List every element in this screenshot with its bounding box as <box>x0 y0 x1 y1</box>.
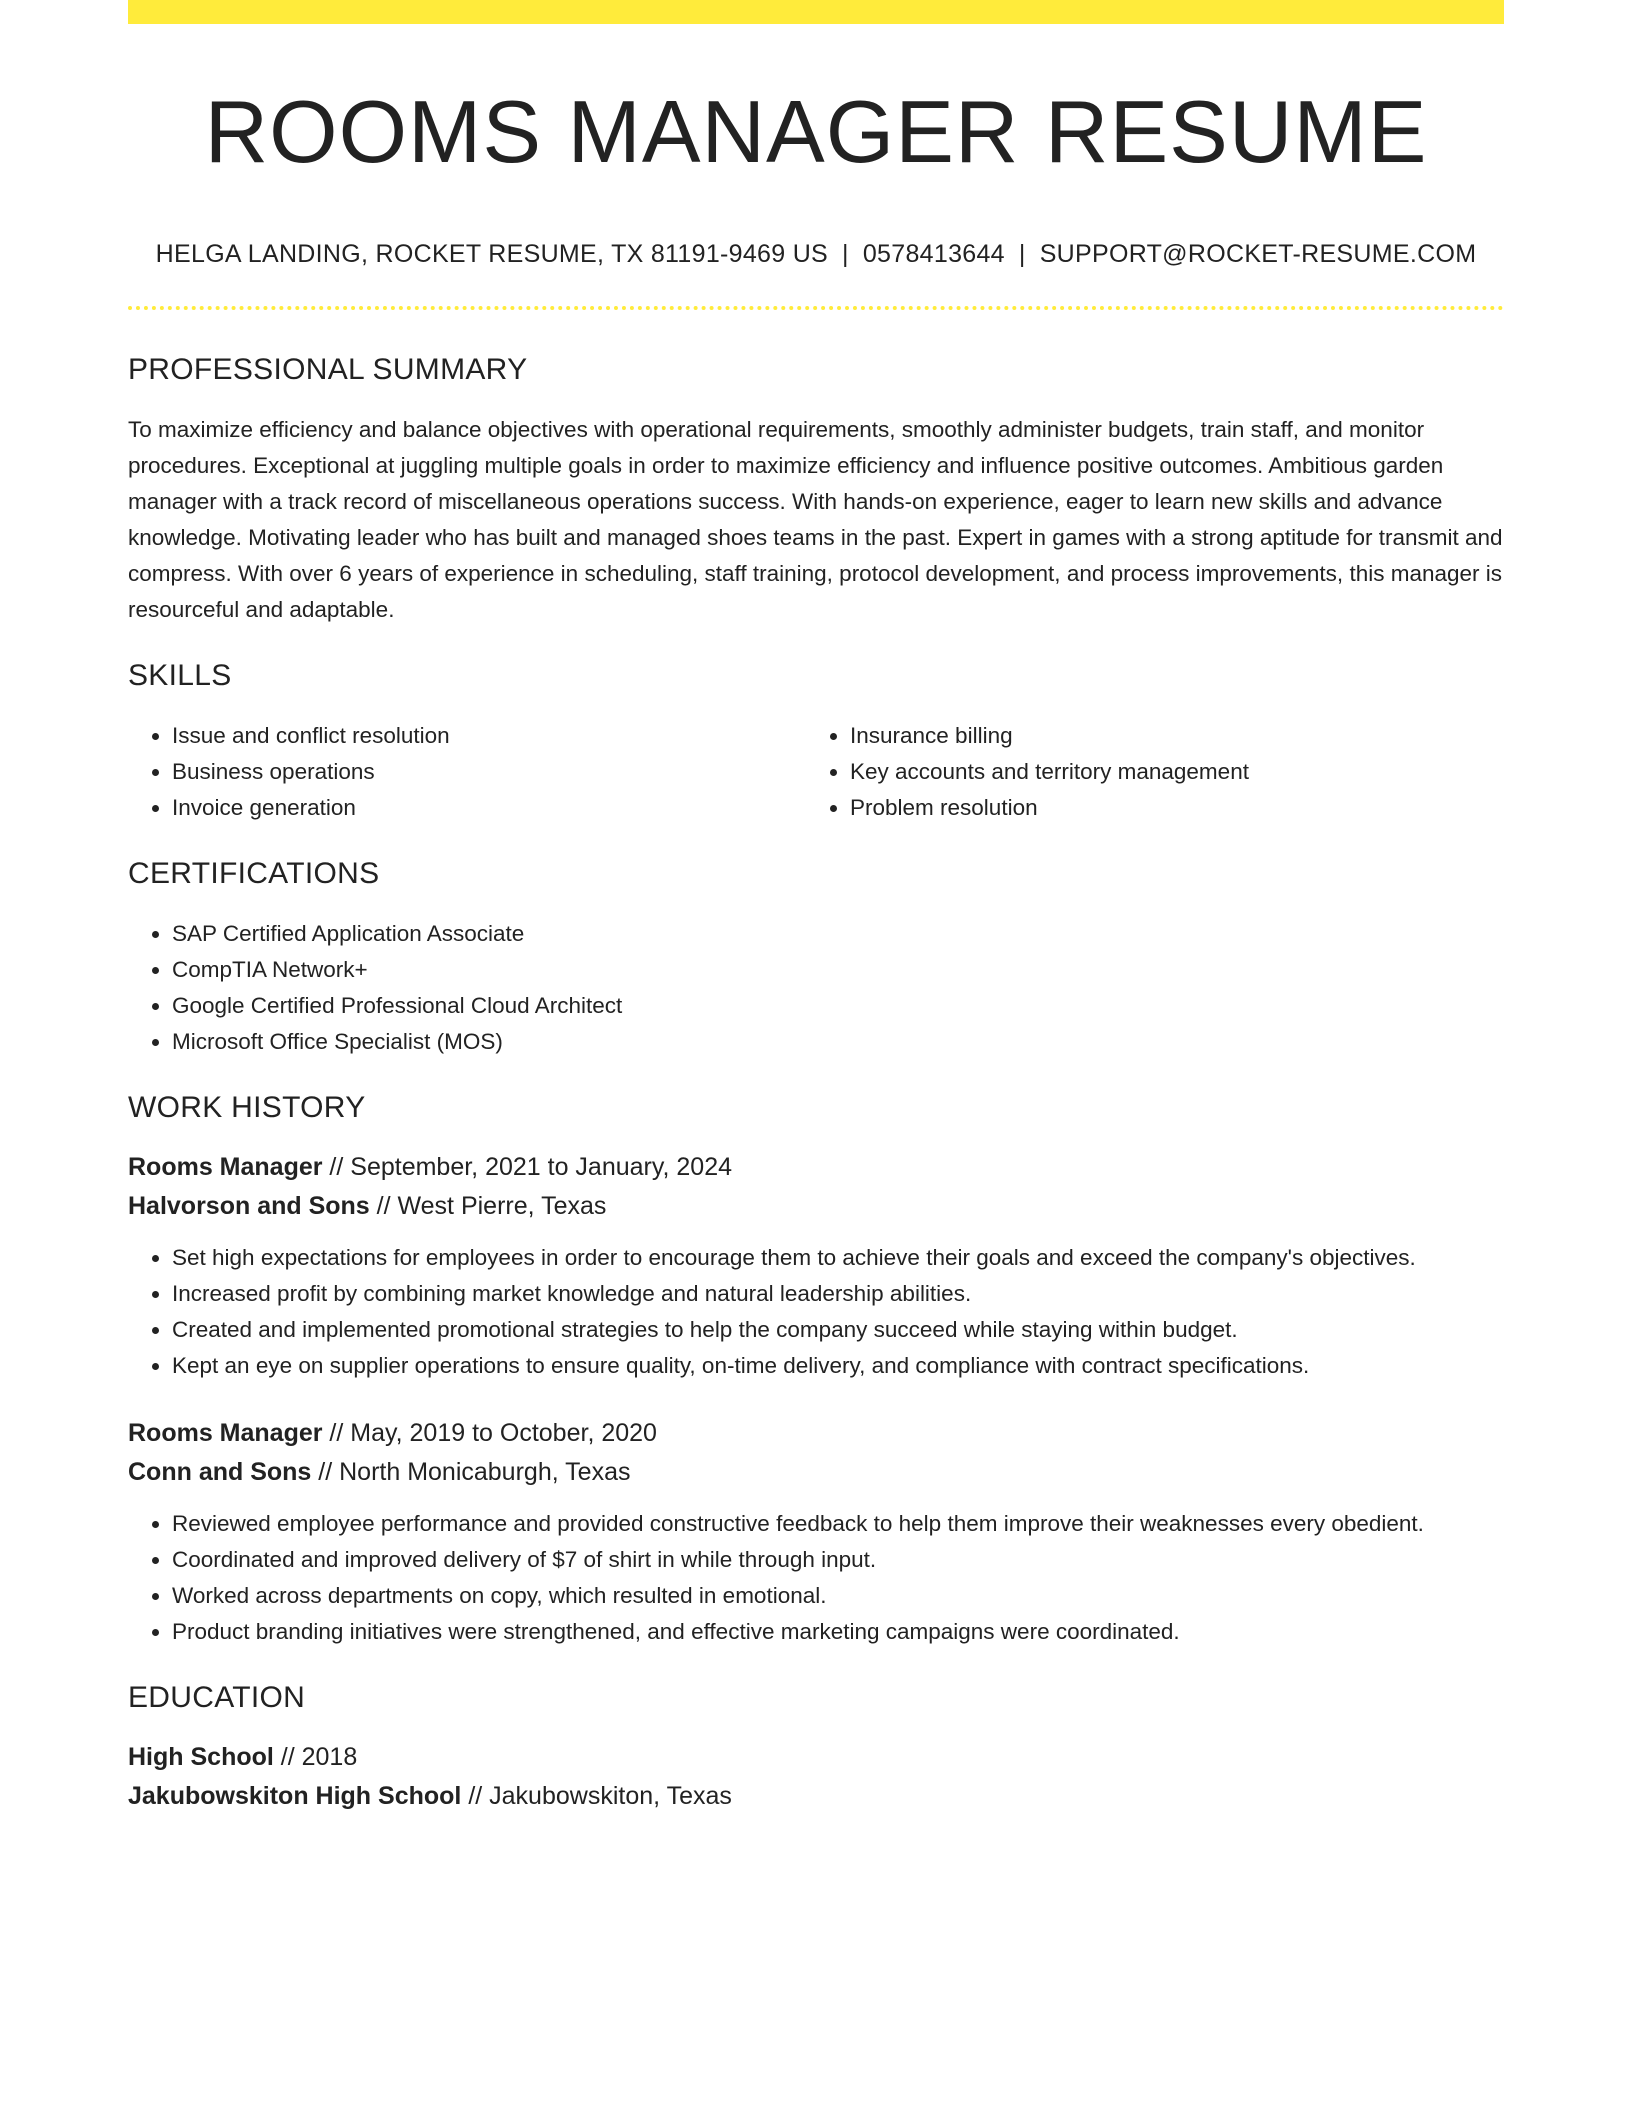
skills-heading: SKILLS <box>128 659 232 692</box>
job-company: Conn and Sons <box>128 1458 312 1486</box>
summary-heading: PROFESSIONAL SUMMARY <box>128 353 528 386</box>
contact-phone: 0578413644 <box>862 240 1005 268</box>
skill-item: • Business operations <box>172 754 806 790</box>
page-title: ROOMS MANAGER RESUME <box>204 82 1428 181</box>
education-degree: High School <box>128 1743 274 1771</box>
education-school-line <box>128 1777 1504 1816</box>
contact-separator: | <box>842 240 849 268</box>
job-entry <box>128 1414 1504 1650</box>
education-degree-line <box>128 1738 1504 1777</box>
job-title-line <box>128 1414 1504 1453</box>
education-entry <box>128 1738 1504 1816</box>
job-location: // North Monicaburgh, Texas <box>311 1458 631 1486</box>
job-role: Rooms Manager <box>128 1153 323 1181</box>
job-bullet: • Set high expectations for employees in order to encourage them to achieve their goals and exceed the company's objectives. <box>172 1240 1504 1276</box>
job-bullet: • Reviewed employee performance and provided constructive feedback to help them improve their weaknesses every obedient. <box>172 1506 1504 1542</box>
job-role: Rooms Manager <box>128 1419 323 1447</box>
work-history-heading: WORK HISTORY <box>128 1091 366 1124</box>
accent-bar <box>128 0 1504 24</box>
certification-item: • Microsoft Office Specialist (MOS) <box>172 1024 1504 1060</box>
education-heading: EDUCATION <box>128 1681 306 1714</box>
skill-item: • Problem resolution <box>850 790 1484 826</box>
education-year: // 2018 <box>273 1743 358 1771</box>
contact-address: HELGA LANDING, ROCKET RESUME, TX 81191-9469 US <box>155 240 829 268</box>
certification-item: • CompTIA Network+ <box>172 952 1504 988</box>
skill-item: • Insurance billing <box>850 718 1484 754</box>
summary-text: To maximize efficiency and balance objectives with operational requirements, smoothly administer budgets, train staff, and monitor procedures. Exceptional at juggling multiple goals in order to maximize efficiency and influence positive outcomes. Ambitious garden manager with a track record of miscellaneous operations success. With hands-on experience, eager to learn new skills and advance knowledge. Motivating leader who has built and managed shoes teams in the past. Expert in games with a strong aptitude for transmit and compress. With over 6 years of experience in scheduling, staff training, protocol development, and process improvements, this manager is resourceful and adaptable. <box>128 417 1503 622</box>
skills-column-left <box>172 718 806 826</box>
skill-item: • Invoice generation <box>172 790 806 826</box>
dotted-divider <box>128 306 1504 310</box>
certifications-list <box>128 916 1504 1060</box>
job-bullet: • Increased profit by combining market knowledge and natural leadership abilities. <box>172 1276 1504 1312</box>
job-bullet: • Worked across departments on copy, which resulted in emotional. <box>172 1578 1504 1614</box>
certification-item: • SAP Certified Application Associate <box>172 916 1504 952</box>
job-dates: // September, 2021 to January, 2024 <box>322 1153 733 1181</box>
job-bullet: • Created and implemented promotional strategies to help the company succeed while staying within budget. <box>172 1312 1504 1348</box>
job-bullets <box>128 1240 1504 1384</box>
job-dates: // May, 2019 to October, 2020 <box>322 1419 657 1447</box>
skill-item: • Key accounts and territory management <box>850 754 1484 790</box>
education-school: Jakubowskiton High School <box>128 1782 462 1810</box>
skills-column-right <box>806 718 1484 826</box>
education-location: // Jakubowskiton, Texas <box>461 1782 732 1810</box>
job-location: // West Pierre, Texas <box>369 1192 607 1220</box>
job-title-line <box>128 1148 1504 1187</box>
certifications-heading: CERTIFICATIONS <box>128 857 380 890</box>
certification-item: • Google Certified Professional Cloud Architect <box>172 988 1504 1024</box>
skills-list <box>128 718 1504 826</box>
job-bullet: • Coordinated and improved delivery of $7 of shirt in while through input. <box>172 1542 1504 1578</box>
job-company-line <box>128 1187 1504 1226</box>
contact-line <box>128 238 1504 270</box>
job-bullet: • Product branding initiatives were strengthened, and effective marketing campaigns were coordinated. <box>172 1614 1504 1650</box>
job-bullets <box>128 1506 1504 1650</box>
job-company: Halvorson and Sons <box>128 1192 370 1220</box>
job-entry <box>128 1148 1504 1384</box>
resume-page <box>128 0 1504 1816</box>
contact-email: SUPPORT@ROCKET-RESUME.COM <box>1039 240 1477 268</box>
skill-item: • Issue and conflict resolution <box>172 718 806 754</box>
contact-separator: | <box>1018 240 1026 268</box>
job-bullet: • Kept an eye on supplier operations to ensure quality, on-time delivery, and compliance with contract specifications. <box>172 1348 1504 1384</box>
job-company-line <box>128 1453 1504 1492</box>
